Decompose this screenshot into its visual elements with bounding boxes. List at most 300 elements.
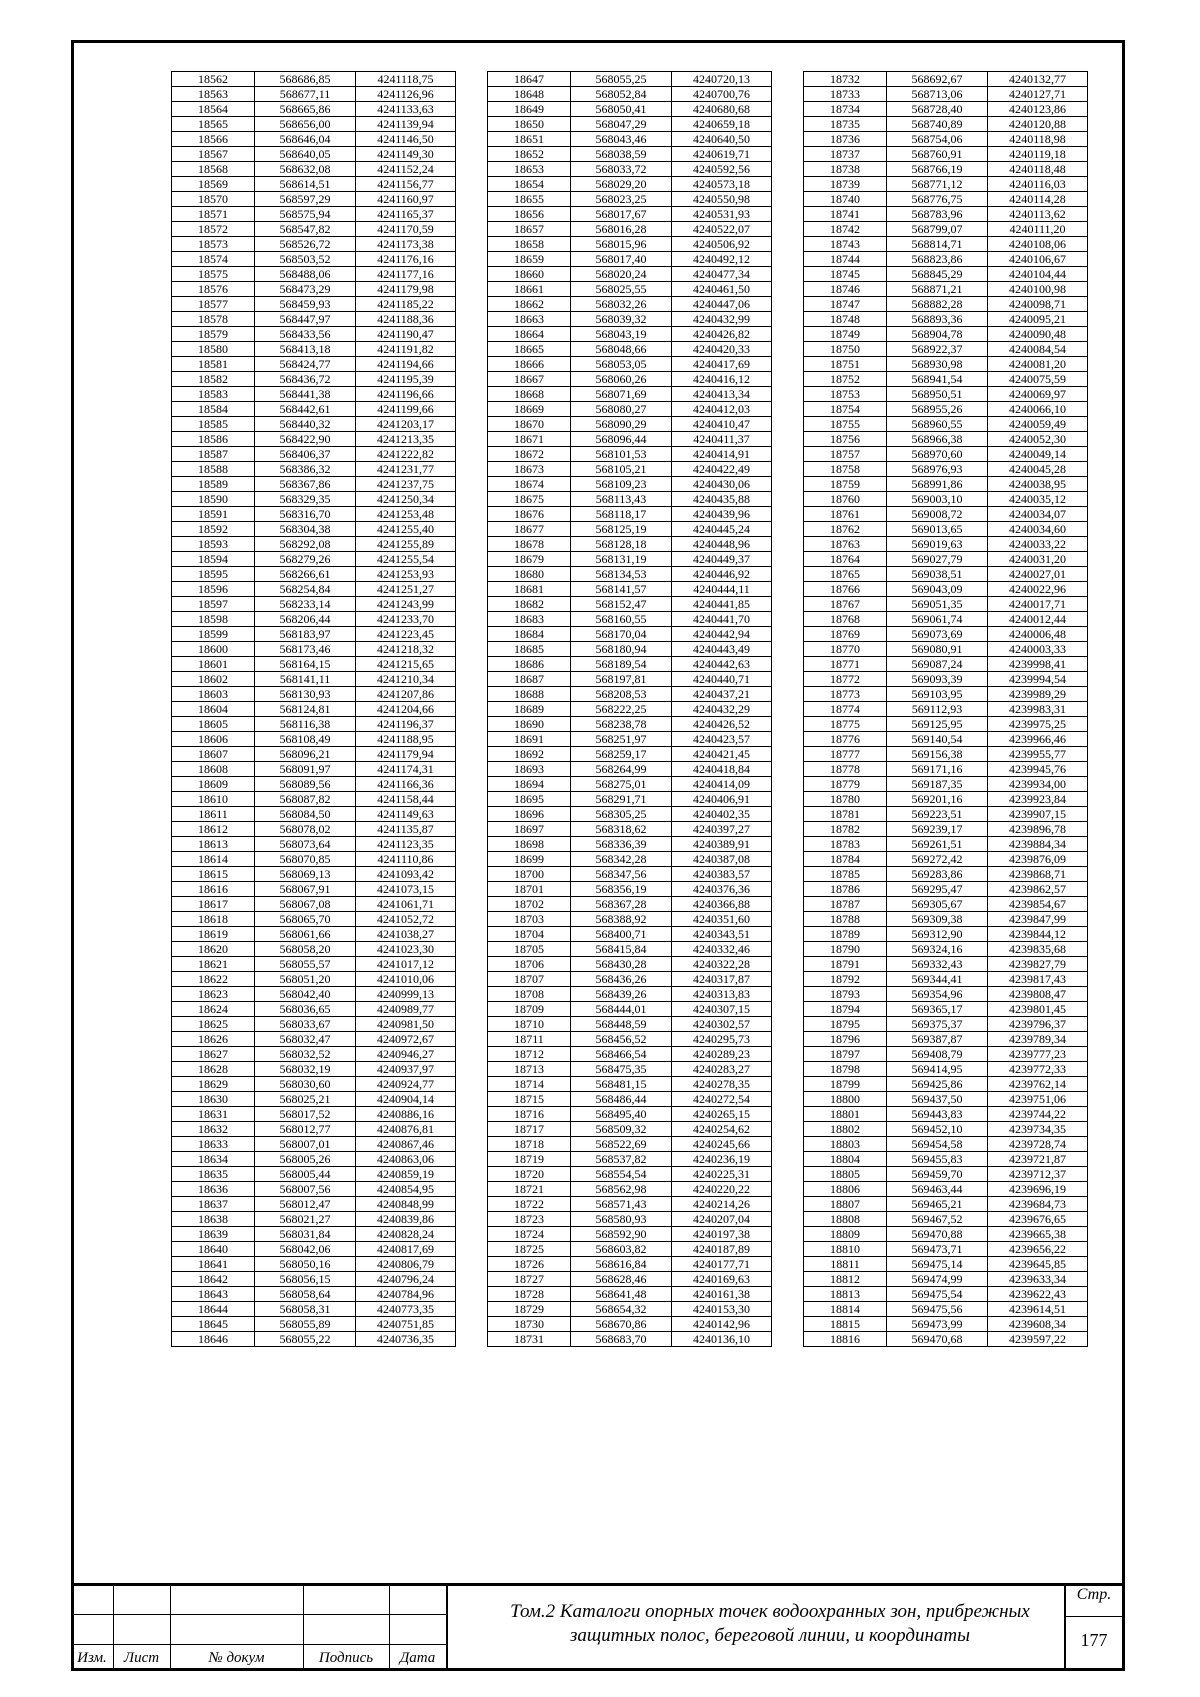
point-number-cell: 18611 bbox=[172, 807, 255, 822]
x-coordinate-cell: 569474,99 bbox=[887, 1272, 988, 1287]
point-number-cell: 18690 bbox=[488, 717, 571, 732]
x-coordinate-cell: 568481,15 bbox=[571, 1077, 672, 1092]
table-row bbox=[488, 927, 772, 942]
x-coordinate-cell: 568893,36 bbox=[887, 312, 988, 327]
y-coordinate-cell: 4240981,50 bbox=[356, 1017, 456, 1032]
table-row bbox=[488, 222, 772, 237]
x-coordinate-cell: 568291,71 bbox=[571, 792, 672, 807]
y-coordinate-cell: 4240387,08 bbox=[672, 852, 772, 867]
x-coordinate-cell: 568486,44 bbox=[571, 1092, 672, 1107]
y-coordinate-cell: 4241253,93 bbox=[356, 567, 456, 582]
x-coordinate-cell: 568266,61 bbox=[255, 567, 356, 582]
y-coordinate-cell: 4241017,12 bbox=[356, 957, 456, 972]
y-coordinate-cell: 4240197,38 bbox=[672, 1227, 772, 1242]
point-number-cell: 18782 bbox=[804, 822, 887, 837]
y-coordinate-cell: 4241177,16 bbox=[356, 267, 456, 282]
table-row bbox=[172, 852, 456, 867]
point-number-cell: 18663 bbox=[488, 312, 571, 327]
date-label: Дата bbox=[399, 1650, 436, 1666]
table-row bbox=[488, 1257, 772, 1272]
point-number-cell: 18791 bbox=[804, 957, 887, 972]
x-coordinate-cell: 568640,05 bbox=[255, 147, 356, 162]
x-coordinate-cell: 568439,26 bbox=[571, 987, 672, 1002]
x-coordinate-cell: 569201,16 bbox=[887, 792, 988, 807]
x-coordinate-cell: 569239,17 bbox=[887, 822, 988, 837]
y-coordinate-cell: 4240440,71 bbox=[672, 672, 772, 687]
table-row bbox=[172, 732, 456, 747]
table-row bbox=[804, 1062, 1088, 1077]
x-coordinate-cell: 568814,71 bbox=[887, 237, 988, 252]
table-row bbox=[804, 1197, 1088, 1212]
x-coordinate-cell: 568436,26 bbox=[571, 972, 672, 987]
table-row bbox=[804, 1287, 1088, 1302]
y-coordinate-cell: 4239712,37 bbox=[988, 1167, 1088, 1182]
x-coordinate-cell: 569408,79 bbox=[887, 1047, 988, 1062]
table-row bbox=[172, 372, 456, 387]
table-row bbox=[804, 447, 1088, 462]
x-coordinate-cell: 569027,79 bbox=[887, 552, 988, 567]
table-row bbox=[172, 582, 456, 597]
table-row bbox=[804, 777, 1088, 792]
table-row bbox=[488, 987, 772, 1002]
y-coordinate-cell: 4240414,91 bbox=[672, 447, 772, 462]
point-number-cell: 18652 bbox=[488, 147, 571, 162]
y-coordinate-cell: 4240659,18 bbox=[672, 117, 772, 132]
y-coordinate-cell: 4240214,26 bbox=[672, 1197, 772, 1212]
table-row bbox=[804, 327, 1088, 342]
x-coordinate-cell: 569080,91 bbox=[887, 642, 988, 657]
x-coordinate-cell: 568005,44 bbox=[255, 1167, 356, 1182]
point-number-cell: 18684 bbox=[488, 627, 571, 642]
x-coordinate-cell: 569344,41 bbox=[887, 972, 988, 987]
x-coordinate-cell: 568318,62 bbox=[571, 822, 672, 837]
point-number-cell: 18733 bbox=[804, 87, 887, 102]
y-coordinate-cell: 4239844,12 bbox=[988, 927, 1088, 942]
y-coordinate-cell: 4240445,24 bbox=[672, 522, 772, 537]
table-row bbox=[804, 147, 1088, 162]
point-number-cell: 18771 bbox=[804, 657, 887, 672]
x-coordinate-cell: 569365,17 bbox=[887, 1002, 988, 1017]
table-row bbox=[488, 72, 772, 87]
x-coordinate-cell: 568080,27 bbox=[571, 402, 672, 417]
point-number-cell: 18811 bbox=[804, 1257, 887, 1272]
x-coordinate-cell: 568118,17 bbox=[571, 507, 672, 522]
y-coordinate-cell: 4240422,49 bbox=[672, 462, 772, 477]
point-number-cell: 18812 bbox=[804, 1272, 887, 1287]
point-number-cell: 18643 bbox=[172, 1287, 255, 1302]
table-row bbox=[804, 477, 1088, 492]
x-coordinate-cell: 569112,93 bbox=[887, 702, 988, 717]
table-row bbox=[172, 402, 456, 417]
y-coordinate-cell: 4241176,16 bbox=[356, 252, 456, 267]
y-coordinate-cell: 4240640,50 bbox=[672, 132, 772, 147]
point-number-cell: 18718 bbox=[488, 1137, 571, 1152]
point-number-cell: 18668 bbox=[488, 387, 571, 402]
x-coordinate-cell: 569354,96 bbox=[887, 987, 988, 1002]
point-number-cell: 18610 bbox=[172, 792, 255, 807]
x-coordinate-cell: 568125,19 bbox=[571, 522, 672, 537]
x-coordinate-cell: 569187,35 bbox=[887, 777, 988, 792]
y-coordinate-cell: 4241255,40 bbox=[356, 522, 456, 537]
point-number-cell: 18614 bbox=[172, 852, 255, 867]
table-row bbox=[804, 252, 1088, 267]
point-number-cell: 18789 bbox=[804, 927, 887, 942]
table-row bbox=[172, 222, 456, 237]
table-row bbox=[172, 567, 456, 582]
y-coordinate-cell: 4240796,24 bbox=[356, 1272, 456, 1287]
table-row bbox=[172, 837, 456, 852]
x-coordinate-cell: 568012,77 bbox=[255, 1122, 356, 1137]
y-coordinate-cell: 4240492,12 bbox=[672, 252, 772, 267]
table-row bbox=[804, 1002, 1088, 1017]
y-coordinate-cell: 4241170,59 bbox=[356, 222, 456, 237]
point-number-cell: 18619 bbox=[172, 927, 255, 942]
y-coordinate-cell: 4241210,34 bbox=[356, 672, 456, 687]
x-coordinate-cell: 568067,08 bbox=[255, 897, 356, 912]
y-coordinate-cell: 4240031,20 bbox=[988, 552, 1088, 567]
point-number-cell: 18732 bbox=[804, 72, 887, 87]
point-number-cell: 18747 bbox=[804, 297, 887, 312]
y-coordinate-cell: 4240389,91 bbox=[672, 837, 772, 852]
x-coordinate-cell: 568400,71 bbox=[571, 927, 672, 942]
point-number-cell: 18809 bbox=[804, 1227, 887, 1242]
y-coordinate-cell: 4240784,96 bbox=[356, 1287, 456, 1302]
y-coordinate-cell: 4239777,23 bbox=[988, 1047, 1088, 1062]
x-coordinate-cell: 568275,01 bbox=[571, 777, 672, 792]
y-coordinate-cell: 4240904,14 bbox=[356, 1092, 456, 1107]
y-coordinate-cell: 4241110,86 bbox=[356, 852, 456, 867]
table-row bbox=[488, 117, 772, 132]
x-coordinate-cell: 568955,26 bbox=[887, 402, 988, 417]
x-coordinate-cell: 568646,04 bbox=[255, 132, 356, 147]
y-coordinate-cell: 4240236,19 bbox=[672, 1152, 772, 1167]
x-coordinate-cell: 568047,29 bbox=[571, 117, 672, 132]
table-row bbox=[488, 507, 772, 522]
y-coordinate-cell: 4241118,75 bbox=[356, 72, 456, 87]
x-coordinate-cell: 568017,67 bbox=[571, 207, 672, 222]
y-coordinate-cell: 4241052,72 bbox=[356, 912, 456, 927]
x-coordinate-cell: 568776,75 bbox=[887, 192, 988, 207]
point-number-cell: 18669 bbox=[488, 402, 571, 417]
table-row bbox=[488, 1077, 772, 1092]
y-coordinate-cell: 4240169,63 bbox=[672, 1272, 772, 1287]
x-coordinate-cell: 568096,21 bbox=[255, 747, 356, 762]
table-row bbox=[172, 297, 456, 312]
x-coordinate-cell: 568970,60 bbox=[887, 447, 988, 462]
point-number-cell: 18717 bbox=[488, 1122, 571, 1137]
point-number-cell: 18659 bbox=[488, 252, 571, 267]
table-row bbox=[488, 522, 772, 537]
point-number-cell: 18673 bbox=[488, 462, 571, 477]
table-row bbox=[488, 582, 772, 597]
table-row bbox=[488, 537, 772, 552]
point-number-cell: 18605 bbox=[172, 717, 255, 732]
point-number-cell: 18786 bbox=[804, 882, 887, 897]
x-coordinate-cell: 568728,40 bbox=[887, 102, 988, 117]
x-coordinate-cell: 569332,43 bbox=[887, 957, 988, 972]
y-coordinate-cell: 4241010,06 bbox=[356, 972, 456, 987]
x-coordinate-cell: 568554,54 bbox=[571, 1167, 672, 1182]
table-row bbox=[804, 1227, 1088, 1242]
y-coordinate-cell: 4240426,52 bbox=[672, 717, 772, 732]
point-number-cell: 18721 bbox=[488, 1182, 571, 1197]
table-row bbox=[172, 267, 456, 282]
table-row bbox=[172, 327, 456, 342]
point-number-cell: 18604 bbox=[172, 702, 255, 717]
point-number-cell: 18784 bbox=[804, 852, 887, 867]
point-number-cell: 18770 bbox=[804, 642, 887, 657]
table-row bbox=[804, 1182, 1088, 1197]
table-row bbox=[804, 882, 1088, 897]
x-coordinate-cell: 568032,19 bbox=[255, 1062, 356, 1077]
table-row bbox=[172, 462, 456, 477]
point-number-cell: 18775 bbox=[804, 717, 887, 732]
point-number-cell: 18807 bbox=[804, 1197, 887, 1212]
point-number-cell: 18734 bbox=[804, 102, 887, 117]
x-coordinate-cell: 568130,93 bbox=[255, 687, 356, 702]
y-coordinate-cell: 4240118,98 bbox=[988, 132, 1088, 147]
x-coordinate-cell: 568222,25 bbox=[571, 702, 672, 717]
x-coordinate-cell: 569093,39 bbox=[887, 672, 988, 687]
point-number-cell: 18586 bbox=[172, 432, 255, 447]
point-number-cell: 18654 bbox=[488, 177, 571, 192]
y-coordinate-cell: 4240461,50 bbox=[672, 282, 772, 297]
y-coordinate-cell: 4240153,30 bbox=[672, 1302, 772, 1317]
x-coordinate-cell: 568116,38 bbox=[255, 717, 356, 732]
point-number-cell: 18590 bbox=[172, 492, 255, 507]
y-coordinate-cell: 4239876,09 bbox=[988, 852, 1088, 867]
y-coordinate-cell: 4241146,50 bbox=[356, 132, 456, 147]
x-coordinate-cell: 569425,86 bbox=[887, 1077, 988, 1092]
y-coordinate-cell: 4239684,73 bbox=[988, 1197, 1088, 1212]
point-number-cell: 18746 bbox=[804, 282, 887, 297]
x-coordinate-cell: 568526,72 bbox=[255, 237, 356, 252]
point-number-cell: 18572 bbox=[172, 222, 255, 237]
point-number-cell: 18745 bbox=[804, 267, 887, 282]
coordinates-table-2 bbox=[487, 71, 772, 1347]
table-row bbox=[804, 372, 1088, 387]
table-row bbox=[172, 867, 456, 882]
x-coordinate-cell: 568061,66 bbox=[255, 927, 356, 942]
point-number-cell: 18767 bbox=[804, 597, 887, 612]
y-coordinate-cell: 4240531,93 bbox=[672, 207, 772, 222]
y-coordinate-cell: 4240506,92 bbox=[672, 237, 772, 252]
point-number-cell: 18756 bbox=[804, 432, 887, 447]
x-coordinate-cell: 568950,51 bbox=[887, 387, 988, 402]
y-coordinate-cell: 4240120,88 bbox=[988, 117, 1088, 132]
point-number-cell: 18649 bbox=[488, 102, 571, 117]
x-coordinate-cell: 568067,91 bbox=[255, 882, 356, 897]
x-coordinate-cell: 568109,23 bbox=[571, 477, 672, 492]
point-number-cell: 18587 bbox=[172, 447, 255, 462]
x-coordinate-cell: 568509,32 bbox=[571, 1122, 672, 1137]
point-number-cell: 18646 bbox=[172, 1332, 255, 1347]
table-row bbox=[488, 852, 772, 867]
y-coordinate-cell: 4240441,70 bbox=[672, 612, 772, 627]
x-coordinate-cell: 569051,35 bbox=[887, 597, 988, 612]
y-coordinate-cell: 4239994,54 bbox=[988, 672, 1088, 687]
y-coordinate-cell: 4239633,34 bbox=[988, 1272, 1088, 1287]
x-coordinate-cell: 568713,06 bbox=[887, 87, 988, 102]
y-coordinate-cell: 4240177,71 bbox=[672, 1257, 772, 1272]
table-row bbox=[172, 792, 456, 807]
y-coordinate-cell: 4240283,27 bbox=[672, 1062, 772, 1077]
table-row bbox=[804, 1272, 1088, 1287]
y-coordinate-cell: 4239983,31 bbox=[988, 702, 1088, 717]
y-coordinate-cell: 4240059,49 bbox=[988, 417, 1088, 432]
table-row bbox=[804, 912, 1088, 927]
x-coordinate-cell: 568692,67 bbox=[887, 72, 988, 87]
point-number-cell: 18753 bbox=[804, 387, 887, 402]
x-coordinate-cell: 568005,26 bbox=[255, 1152, 356, 1167]
point-number-cell: 18571 bbox=[172, 207, 255, 222]
x-coordinate-cell: 568430,28 bbox=[571, 957, 672, 972]
table-row bbox=[172, 1302, 456, 1317]
x-coordinate-cell: 568436,72 bbox=[255, 372, 356, 387]
table-row bbox=[804, 312, 1088, 327]
x-coordinate-cell: 568656,00 bbox=[255, 117, 356, 132]
y-coordinate-cell: 4241250,34 bbox=[356, 492, 456, 507]
page-number: 177 bbox=[1080, 1630, 1108, 1650]
table-row bbox=[804, 1302, 1088, 1317]
table-row bbox=[804, 102, 1088, 117]
y-coordinate-cell: 4240136,10 bbox=[672, 1332, 772, 1347]
table-row bbox=[488, 162, 772, 177]
point-number-cell: 18575 bbox=[172, 267, 255, 282]
y-coordinate-cell: 4241165,37 bbox=[356, 207, 456, 222]
y-coordinate-cell: 4240397,27 bbox=[672, 822, 772, 837]
point-number-cell: 18580 bbox=[172, 342, 255, 357]
y-coordinate-cell: 4239772,33 bbox=[988, 1062, 1088, 1077]
point-number-cell: 18722 bbox=[488, 1197, 571, 1212]
table-row bbox=[804, 1137, 1088, 1152]
table-row bbox=[804, 1317, 1088, 1332]
point-number-cell: 18583 bbox=[172, 387, 255, 402]
x-coordinate-cell: 568152,47 bbox=[571, 597, 672, 612]
point-number-cell: 18754 bbox=[804, 402, 887, 417]
x-coordinate-cell: 568259,17 bbox=[571, 747, 672, 762]
x-coordinate-cell: 568055,57 bbox=[255, 957, 356, 972]
table-row bbox=[172, 912, 456, 927]
x-coordinate-cell: 569272,42 bbox=[887, 852, 988, 867]
table-row bbox=[172, 1122, 456, 1137]
point-number-cell: 18719 bbox=[488, 1152, 571, 1167]
y-coordinate-cell: 4239696,19 bbox=[988, 1182, 1088, 1197]
x-coordinate-cell: 568012,47 bbox=[255, 1197, 356, 1212]
point-number-cell: 18578 bbox=[172, 312, 255, 327]
table-row bbox=[172, 687, 456, 702]
y-coordinate-cell: 4240114,28 bbox=[988, 192, 1088, 207]
y-coordinate-cell: 4240035,12 bbox=[988, 492, 1088, 507]
table-row bbox=[488, 207, 772, 222]
table-row bbox=[172, 237, 456, 252]
point-number-cell: 18636 bbox=[172, 1182, 255, 1197]
x-coordinate-cell: 568141,11 bbox=[255, 672, 356, 687]
point-number-cell: 18694 bbox=[488, 777, 571, 792]
point-number-cell: 18752 bbox=[804, 372, 887, 387]
x-coordinate-cell: 568050,41 bbox=[571, 102, 672, 117]
point-number-cell: 18778 bbox=[804, 762, 887, 777]
x-coordinate-cell: 568050,16 bbox=[255, 1257, 356, 1272]
y-coordinate-cell: 4240034,60 bbox=[988, 522, 1088, 537]
x-coordinate-cell: 568208,53 bbox=[571, 687, 672, 702]
point-number-cell: 18761 bbox=[804, 507, 887, 522]
table-row bbox=[172, 927, 456, 942]
point-number-cell: 18704 bbox=[488, 927, 571, 942]
y-coordinate-cell: 4240402,35 bbox=[672, 807, 772, 822]
x-coordinate-cell: 568592,90 bbox=[571, 1227, 672, 1242]
point-number-cell: 18680 bbox=[488, 567, 571, 582]
x-coordinate-cell: 569061,74 bbox=[887, 612, 988, 627]
point-number-cell: 18696 bbox=[488, 807, 571, 822]
y-coordinate-cell: 4241194,66 bbox=[356, 357, 456, 372]
table-row bbox=[488, 792, 772, 807]
x-coordinate-cell: 568413,18 bbox=[255, 342, 356, 357]
point-number-cell: 18795 bbox=[804, 1017, 887, 1032]
table-row bbox=[488, 192, 772, 207]
x-coordinate-cell: 568904,78 bbox=[887, 327, 988, 342]
table-row bbox=[172, 177, 456, 192]
x-coordinate-cell: 568055,22 bbox=[255, 1332, 356, 1347]
x-coordinate-cell: 569452,10 bbox=[887, 1122, 988, 1137]
point-number-cell: 18569 bbox=[172, 177, 255, 192]
x-coordinate-cell: 568771,12 bbox=[887, 177, 988, 192]
x-coordinate-cell: 569459,70 bbox=[887, 1167, 988, 1182]
table-row bbox=[804, 1122, 1088, 1137]
x-coordinate-cell: 568238,78 bbox=[571, 717, 672, 732]
point-number-cell: 18657 bbox=[488, 222, 571, 237]
x-coordinate-cell: 568845,29 bbox=[887, 267, 988, 282]
y-coordinate-cell: 4241126,96 bbox=[356, 87, 456, 102]
list-label: Лист bbox=[123, 1650, 160, 1666]
y-coordinate-cell: 4240161,38 bbox=[672, 1287, 772, 1302]
table-row bbox=[804, 537, 1088, 552]
y-coordinate-cell: 4240411,37 bbox=[672, 432, 772, 447]
table-row bbox=[804, 612, 1088, 627]
y-coordinate-cell: 4240118,48 bbox=[988, 162, 1088, 177]
table-row bbox=[804, 672, 1088, 687]
table-row bbox=[488, 447, 772, 462]
y-coordinate-cell: 4239854,67 bbox=[988, 897, 1088, 912]
x-coordinate-cell: 569305,67 bbox=[887, 897, 988, 912]
y-coordinate-cell: 4240421,45 bbox=[672, 747, 772, 762]
point-number-cell: 18697 bbox=[488, 822, 571, 837]
x-coordinate-cell: 569463,44 bbox=[887, 1182, 988, 1197]
table-row bbox=[804, 282, 1088, 297]
y-coordinate-cell: 4240376,36 bbox=[672, 882, 772, 897]
table-row bbox=[804, 1032, 1088, 1047]
point-number-cell: 18713 bbox=[488, 1062, 571, 1077]
point-number-cell: 18634 bbox=[172, 1152, 255, 1167]
point-number-cell: 18602 bbox=[172, 672, 255, 687]
point-number-cell: 18796 bbox=[804, 1032, 887, 1047]
table-row bbox=[172, 702, 456, 717]
x-coordinate-cell: 568036,65 bbox=[255, 1002, 356, 1017]
point-number-cell: 18593 bbox=[172, 537, 255, 552]
table-row bbox=[804, 507, 1088, 522]
table-row bbox=[172, 312, 456, 327]
x-coordinate-cell: 569473,99 bbox=[887, 1317, 988, 1332]
y-coordinate-cell: 4240989,77 bbox=[356, 1002, 456, 1017]
x-coordinate-cell: 568101,53 bbox=[571, 447, 672, 462]
x-coordinate-cell: 569454,58 bbox=[887, 1137, 988, 1152]
table-row bbox=[488, 1152, 772, 1167]
x-coordinate-cell: 568087,82 bbox=[255, 792, 356, 807]
point-number-cell: 18773 bbox=[804, 687, 887, 702]
x-coordinate-cell: 568447,97 bbox=[255, 312, 356, 327]
x-coordinate-cell: 568170,04 bbox=[571, 627, 672, 642]
y-coordinate-cell: 4240413,34 bbox=[672, 387, 772, 402]
